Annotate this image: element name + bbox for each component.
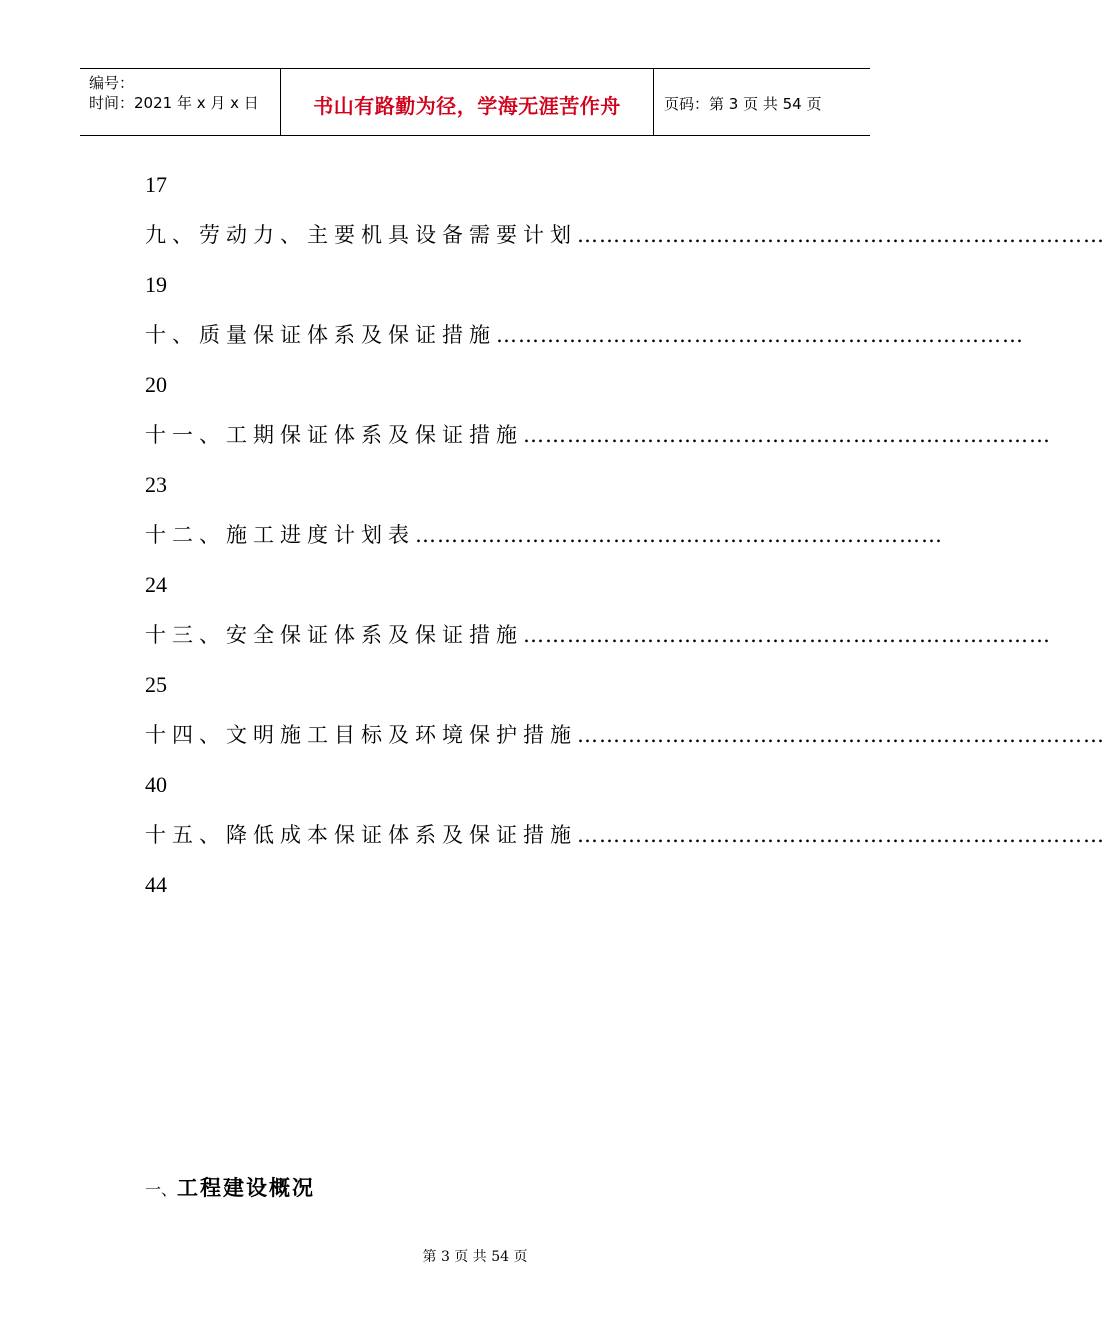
- section-title: 工程建设概况: [177, 1176, 316, 1200]
- serial-label: 编号：: [89, 74, 135, 92]
- section-number: 一、: [145, 1180, 178, 1199]
- time-label: 时间：2021 年 x 月 x 日: [89, 94, 259, 112]
- header-motto-cell: [281, 69, 654, 135]
- header-page-info: 页码：第 3 页 共 54 页: [664, 94, 822, 113]
- toc-entry-title[interactable]: 十三、安全保证体系及保证措施………………………………………………………………: [145, 623, 1051, 647]
- table-of-contents: [145, 160, 1105, 910]
- toc-continued-page: 17: [145, 172, 167, 197]
- toc-entry-title[interactable]: 十、质量保证体系及保证措施………………………………………………………………: [145, 323, 1024, 347]
- toc-entry-page: 20: [145, 372, 167, 397]
- section-heading: [145, 1172, 315, 1202]
- toc-entry-title[interactable]: 九、劳动力、主要机具设备需要计划………………………………………………………………: [145, 223, 1105, 247]
- toc-entry-page: 44: [145, 872, 167, 897]
- page-footer: [0, 1246, 950, 1266]
- toc-entry-title[interactable]: 十二、施工进度计划表………………………………………………………………: [145, 523, 943, 547]
- toc-entry-title[interactable]: 十四、文明施工目标及环境保护措施………………………………………………………………: [145, 723, 1105, 747]
- toc-entry-page: 19: [145, 272, 167, 297]
- toc-entry-title[interactable]: 十五、降低成本保证体系及保证措施………………………………………………………………: [145, 823, 1105, 847]
- header-meta-cell: [80, 69, 281, 135]
- toc-entry-page: 24: [145, 572, 167, 597]
- header-motto: 书山有路勤为径，学海无涯苦作舟: [313, 93, 621, 118]
- toc-entry-page: 25: [145, 672, 167, 697]
- page-header: [80, 68, 870, 136]
- toc-entry-page: 23: [145, 472, 167, 497]
- footer-page-text: 第 3 页 共 54 页: [422, 1249, 528, 1265]
- toc-entry-page: 40: [145, 772, 167, 797]
- header-page-cell: [654, 69, 870, 135]
- toc-entry-title[interactable]: 十一、工期保证体系及保证措施………………………………………………………………: [145, 423, 1051, 447]
